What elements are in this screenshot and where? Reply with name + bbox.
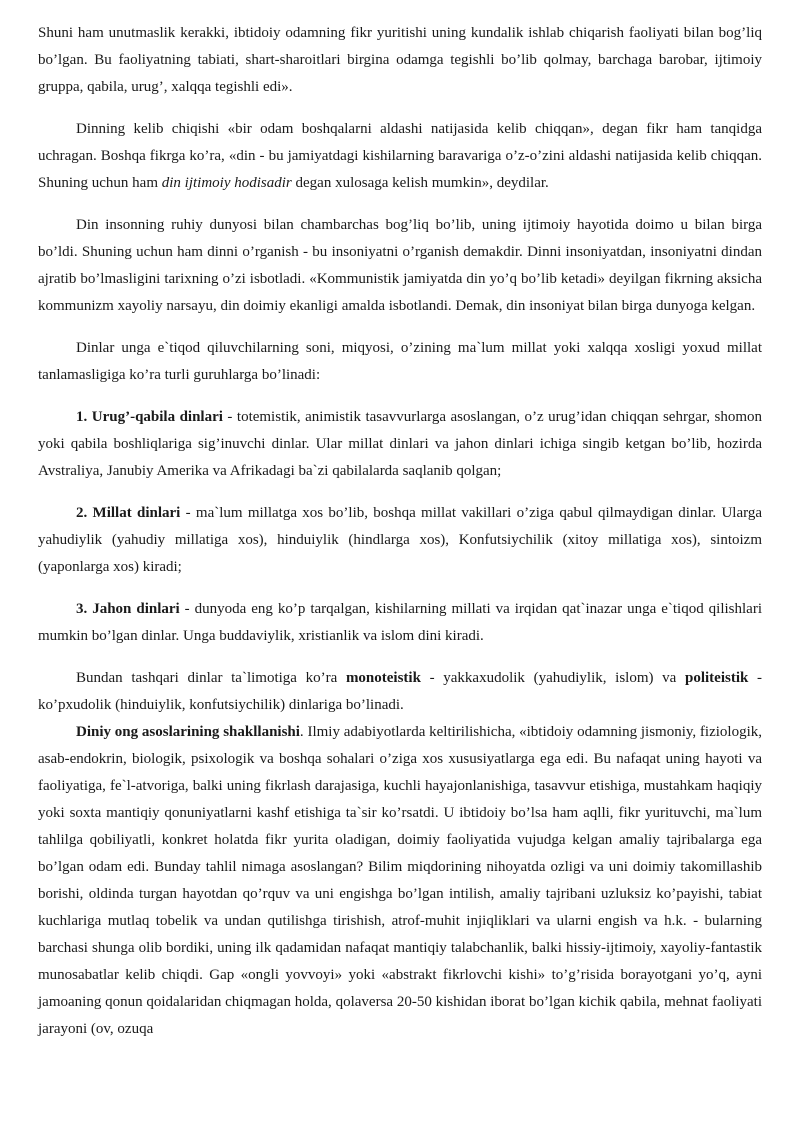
list-item-text: - ma`lum millatga xos bo’lib, boshqa millat vakillari o’ziga qabul qilmaydigan dinlar. Ularga yahudiylik (yahudiy millatiga xos), hinduiylik (hindlarga xos), Konfutsiychilik (xitoy millatiga xos), sintoizm (yaponlarga xos) kiradi; <box>38 505 762 575</box>
paragraph-4-text: Dinlar unga e`tiqod qiluvchilarning soni, miqyosi, o’zining ma`lum millat yoki xalqqa xosligi yoxud millat tanlamasligiga ko’ra turli guruhlarga bo’linadi: <box>38 340 762 383</box>
list-item-national-religions <box>38 500 762 581</box>
list-item-tribal-religions <box>38 404 762 485</box>
list-item-text: - totemistik, animistik tasavvurlarga asoslangan, o’z urug’idan chiqqan sehrgar, shomon yoki qabila boshliqlariga sig’inuvchi dinlar. Ular millat dinlari va jahon dinlari ichiga singib ketgan bo’lib, hozirda Avstraliya, Janubiy Amerika va Afrikadagi ba`zi qabilalarda saqlanib qolgan; <box>38 409 762 479</box>
paragraph-1-text: Shuni ham unutmaslik kerakki, ibtidoiy odamning fikr yuritishi uning kundalik ishlab chiqarish faoliyati bilan bog’liq bo’lgan. Bu faoliyatning tabiati, shart-sharoitlari birgina odamga tegishli bo’lib qolmay, barchaga barobar, ijtimoiy gruppa, qabila, urug’, xalqqa tegishli edi». <box>38 25 762 95</box>
italic-phrase: din ijtimoiy hodisadir <box>161 175 292 191</box>
list-item-heading: 2. Millat dinlari <box>76 505 181 521</box>
paragraph-3-text: Din insonning ruhiy dunyosi bilan chambarchas bog’liq bo’lib, uning ijtimoiy hayotida doimo u bilan birga bo’ldi. Shuning uchun ham dinni o’rganish - bu insoniyatni o’rganish demakdir. Dinni insoniyatdan, insoniyatni dindan ajratib bo’lmasligini tarixning o’zi isbotladi. «Kommunistik jamiyatda din yo’q bo’lib ketadi» deyilgan fikrning aksicha kommunizm xayoliy narsayu, din doimiy ekanligi amalda isbotlandi. Demak, din insoniyat bilan birga dunyoga kelgan. <box>38 217 762 314</box>
paragraph-2-text: Dinning kelib chiqishi «bir odam boshqalarni aldashi natijasida kelib chiqqan», degan fikr ham tanqidga uchragan. Boshqa fikrga ko’ra, «din - bu jamiyatdagi kishilarning baravariga o’z-o’zini aldashi natijasida kelib chiqqan. Shuning uchun ham <box>38 121 762 191</box>
document-page <box>38 20 762 1043</box>
list-item-text: - dunyoda eng ko’p tarqalgan, kishilarning millati va irqidan qat`inazar unga e`tiqod qilishlari mumkin bo’lgan dinlar. Unga buddaviylik, xristianlik va islom dini kiradi. <box>38 601 763 644</box>
term-monotheistic: monoteistik <box>345 670 421 686</box>
paragraph-3 <box>38 212 762 320</box>
paragraph-4 <box>38 335 762 389</box>
paragraph-2 <box>38 116 762 197</box>
paragraph-9-text: . Ilmiy adabiyotlarda keltirilishicha, «ibtidoiy odamning jismoniy, fiziologik, asab-endokrin, biologik, psixologik va boshqa sohalari o’ziga xos xususiyatlarga ega edi. Bu nafaqat uning hayoti va faoliyatiga, fe`l-atvoriga, balki uning fikrlash darajasiga, kuchli hayajonlanishiga, tasavvur etishiga, mustahkam haqiqiy yoki soxta mantiqiy qonuniyatlarni kashf etishiga ta`sir ko’rsatdi. U ibtidoiy bo’lsa ham aqlli, fikr yurituvchi, ma`lum tahlilga qobiliyatli, konkret holatda fikr yurita oladigan, doimiy faoliyatida vujudga kelgan amaliy tajribalarga ega bo’lgan odam edi. Bunday tahlil nimaga asoslangan? Bilim miqdorining nihoyatda ozligi va uni doimiy takomillashib borishi, oldinda turgan hayotdan qo’rquv va uni engishga bo’lgan intilish, amaliy tajribani uzluksiz ko’payishi, tabiat kuchlariga mutlaq tobelik va undan qutilishga tirishish, atrof-muhit injiqliklari va ularni engish va h.k. - bularning barchasi shunga olib bordiki, uning ilk qadamidan nafaqat mantiqiy talabchanlik, balki hissiy-ijtimoiy, xayoliy-fantastik munosabatlar kelib chiqdi. Gap «ongli yovvoyi» yoki «abstrakt fikrlovchi kishi» to’g’risida borayotgani yo’q, ayni jamoaning qonun qoidalaridan chiqmagan holda, qolaversa 20-50 kishidan iborat bo’lgan kichik qabila, mehnat faoliyati jarayoni (ov, ozuqa <box>38 724 762 1037</box>
term-polytheistic: politeistik <box>684 670 749 686</box>
paragraph-8-text-end: - ko’pxudolik (hinduiylik, konfutsiychilik) dinlariga bo’linadi. <box>38 670 762 713</box>
paragraph-8 <box>38 665 762 719</box>
paragraph-1 <box>38 20 762 101</box>
section-heading: Diniy ong asoslarining shakllanishi <box>76 724 300 740</box>
paragraph-8-text: Bundan tashqari dinlar ta`limotiga ko’ra <box>76 670 346 686</box>
paragraph-9 <box>38 719 762 1043</box>
list-item-world-religions <box>38 596 762 650</box>
list-item-heading: 1. Urug’-qabila dinlari <box>76 409 223 425</box>
paragraph-2-text-end: degan xulosaga kelish mumkin», deydilar. <box>291 175 549 191</box>
paragraph-8-text-middle: - yakkaxudolik (yahudiylik, islom) va <box>420 670 685 686</box>
list-item-heading: 3. Jahon dinlari <box>76 601 180 617</box>
